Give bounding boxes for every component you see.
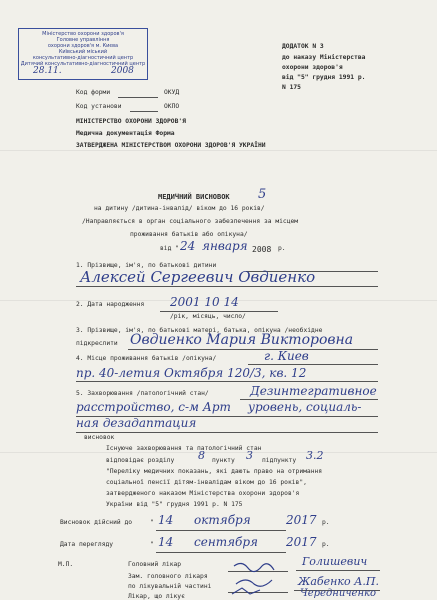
addendum-number: N 175 (282, 84, 301, 91)
conclusion-line: відповідає розділу (106, 457, 175, 464)
medical-documentation: Медична документація Форма (76, 130, 175, 137)
conclusion-line: Існуюче захворювання та патологічний стан (106, 445, 262, 452)
review-date-year: 2017 (286, 535, 317, 549)
institution-code-line (130, 111, 158, 112)
signature-marks (230, 558, 290, 598)
review-date-suffix: р. (322, 541, 330, 548)
addendum-line: до наказу Міністерства (282, 54, 366, 61)
document-title: МЕДИЧНИЙ ВИСНОВОК (158, 193, 230, 201)
conclusion-line: соціальної пенсії дітям-інвалідам віком до 16 років", (106, 479, 307, 486)
title-date-day: 24 (180, 239, 196, 253)
birth-date-line (160, 311, 278, 312)
attending-doctor-label: Лікар, що лікує (128, 593, 185, 600)
title-subtitle: на дитину /дитина-інвалід/ віком до 16 років/ (94, 205, 265, 212)
diagnosis-value: расстройство, с-м Арт (76, 400, 231, 414)
paper-crease (0, 150, 437, 151)
addendum-date: від "5" грудня 1991 р. (282, 74, 366, 81)
birth-date-value: 2001 10 14 (170, 295, 239, 309)
valid-until-suffix: р. (322, 519, 330, 526)
review-date-day: 14 (158, 535, 174, 549)
chief-doctor-name: Голишевич (302, 555, 368, 568)
chief-doctor-label: Головний лікар (128, 561, 182, 568)
parent-name-label: 3. Прізвище, ім'я, по батькові матері, батька, опікуна /необхідне (76, 327, 323, 334)
birth-date-hint: /рік, місяць, число/ (170, 313, 246, 320)
birth-date-label: 2. Дата народження (76, 301, 145, 308)
title-subtitle: проживання батьків або опікуна/ (130, 231, 248, 238)
conclusion-line: "Переліку медичних показань, які дають право на отримання (106, 468, 323, 475)
valid-until-prefix: " (150, 519, 154, 526)
deputy-chief-label: по лікувальній частині (128, 583, 212, 590)
diagnosis-label: 5. Захворювання /патологічний стан/ (76, 390, 209, 397)
parent-name-value: Овдиенко Мария Викторовна (130, 332, 354, 348)
deputy-chief-name: Жабенко А.П. (298, 575, 379, 588)
stamp-date-day: 28.11. (33, 66, 62, 76)
residence-line (76, 381, 378, 382)
approved-by: ЗАТВЕРДЖЕНА МІНІСТЕРСТВОМ ОХОРОНИ ЗДОРОВ'Я УКРАЇНИ (76, 142, 266, 149)
deputy-chief-label: Зам. головного лікаря (128, 573, 208, 580)
conclusion-line: підпункту (262, 457, 297, 464)
child-name-line (76, 286, 378, 287)
conclusion-line: пункту (212, 457, 235, 464)
document-number: 5 (258, 187, 267, 202)
residence-label: 4. Місце проживання батьків /опікуна/ (76, 355, 217, 362)
conclusion-section: 8 (198, 449, 205, 462)
conclusion-line: України від "5" грудня 1991 р. N 175 (106, 501, 243, 508)
chief-doctor-name-line (296, 570, 380, 571)
stamp-line: Дитячий консультативно-діагностичний центр (20, 61, 146, 67)
stamp-line: охорони здоров'я м. Києва (47, 43, 119, 49)
stamp-line: Міністерство охорони здоров'я (42, 31, 124, 37)
attending-doctor-name: Чередниченко (300, 588, 377, 599)
doctor-signature (232, 588, 260, 594)
conclusion-heading: висновок (84, 434, 115, 441)
ministry-name: МІНІСТЕРСТВО ОХОРОНИ ЗДОРОВ'Я (76, 118, 186, 125)
form-code-label: Код форми (76, 89, 111, 96)
parent-name-underline-hint: підкреслити (76, 340, 118, 347)
child-name-value: Алексей Сергеевич Овдиенко (80, 268, 316, 286)
diagnosis-value: ная дезадаптация (76, 416, 197, 430)
form-code-line (118, 97, 158, 98)
valid-until-month: октября (194, 513, 251, 527)
chief-signature (234, 563, 274, 571)
valid-until-line (156, 530, 286, 531)
valid-until-day: 14 (158, 513, 174, 527)
stamp-line: Київський міський (58, 49, 108, 55)
diagnosis-line (76, 432, 378, 433)
title-date-month: января (202, 239, 248, 253)
conclusion-subitem: 3.2 (306, 449, 324, 462)
title-date-prefix: від " (160, 245, 179, 252)
review-date-prefix: " (150, 541, 154, 548)
title-date-suffix: р. (278, 245, 286, 252)
review-date-line (156, 552, 286, 553)
form-code-value: ОКУД (164, 89, 180, 96)
review-date-label: Дата перегляду (60, 541, 114, 548)
diagnosis-value: уровень, социаль- (248, 400, 362, 414)
title-date-year: 2008 (252, 245, 272, 254)
institution-code-value: ОКПО (164, 103, 180, 110)
title-subtitle: /Направляється в орган соціального забезпечення за місцем (82, 218, 299, 225)
review-date-month: сентября (194, 535, 259, 549)
residence-line (248, 364, 378, 365)
addendum-title: ДОДАТОК N 3 (282, 43, 324, 50)
conclusion-line: затвердженого наказом Міністерства охорони здоров'я (106, 490, 300, 497)
institution-stamp (18, 28, 148, 80)
child-name-label: 1. Прізвище, ім'я, по батькові дитини (76, 262, 217, 269)
valid-until-label: Висновок дійсний до (60, 519, 133, 526)
parent-name-line (128, 349, 378, 350)
stamp-date-year: 2008 (111, 66, 134, 76)
diagnosis-value: Дезинтегративное (250, 384, 377, 398)
stamp-line: Головне управління (56, 37, 110, 43)
stamp-line: консультативно-діагностичний центр (32, 55, 134, 61)
residence-address-value: пр. 40-летия Октября 120/3, кв. 12 (76, 366, 307, 380)
valid-until-year: 2017 (286, 513, 317, 527)
residence-city-value: г. Киев (264, 349, 309, 363)
institution-code-label: Код установи (76, 103, 122, 110)
addendum-line: охорони здоров'я (282, 64, 343, 71)
seal-place-label: М.П. (58, 561, 74, 568)
deputy-signature (236, 580, 272, 586)
conclusion-item: 3 (246, 449, 253, 462)
